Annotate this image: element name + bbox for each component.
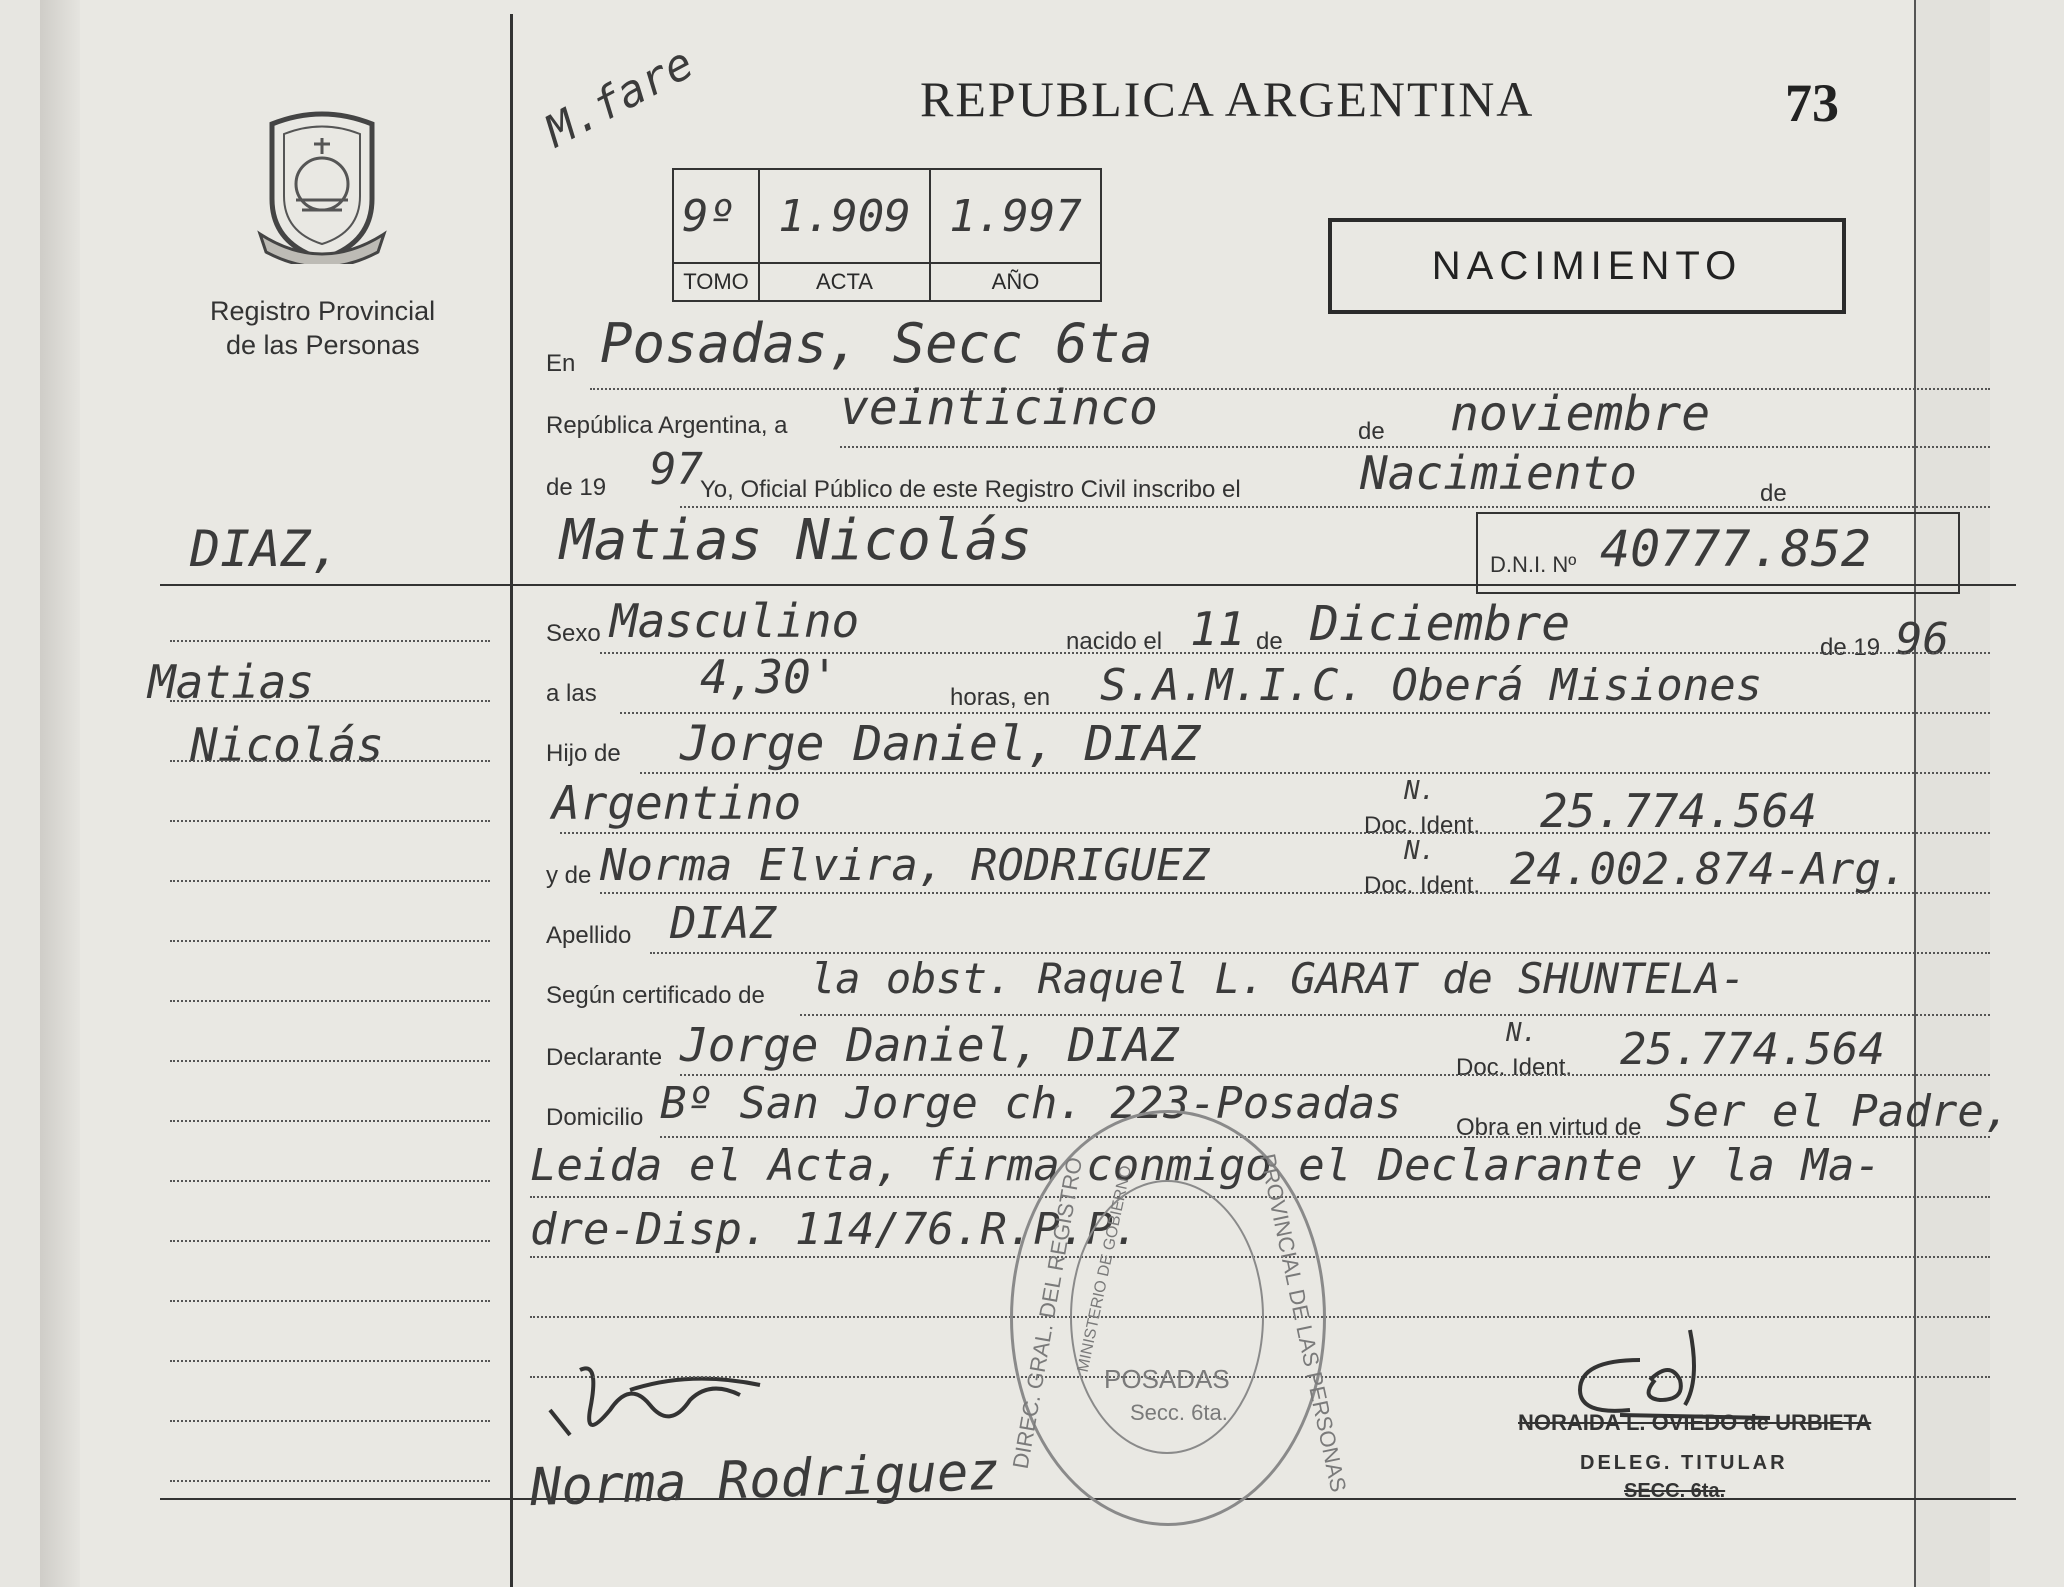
value-madre: Norma Elvira, RODRIGUEZ [600, 840, 1210, 891]
anio-label: AÑO [930, 263, 1101, 301]
label-en: En [546, 350, 576, 377]
value-hora: 4,30' [700, 650, 839, 704]
value-doc-madre-prefix: N. [1404, 836, 1436, 866]
value-dia-letras: veinticinco [840, 380, 1158, 436]
page-number: 73 [1785, 73, 1839, 133]
label-domicilio: Domicilio [546, 1104, 644, 1131]
stamp-section: Secc. 6ta. [1130, 1400, 1228, 1425]
margin-line [170, 760, 490, 762]
country-title: REPUBLICA ARGENTINA [920, 71, 1535, 127]
value-declarante: Jorge Daniel, DIAZ [680, 1018, 1179, 1072]
volume-table [672, 168, 1102, 302]
label-horas-en: horas, en [950, 684, 1051, 711]
handwritten-note: M.fare [537, 37, 702, 158]
column-divider [510, 14, 513, 1587]
label-de19: de 19 [546, 474, 607, 501]
label-doc-ident-padre: Doc. Ident. [1364, 812, 1481, 839]
tomo-label: TOMO [673, 263, 759, 301]
value-sexo: Masculino [610, 594, 860, 648]
margin-line [170, 700, 490, 702]
value-doc-madre: 24.002.874-Arg. [1510, 844, 1908, 895]
margin-line [170, 1000, 490, 1002]
value-anio-acta: 97 [650, 444, 703, 495]
official-role-2: SECC. 6ta. [1624, 1480, 1726, 1502]
label-nacido-el: nacido el [1066, 628, 1163, 655]
label-dni: D.N.I. Nº [1490, 552, 1577, 577]
margin-line [170, 1300, 490, 1302]
value-nacionalidad-padre: Argentino [552, 776, 802, 830]
value-mes: noviembre [1450, 386, 1711, 442]
margin-given-name-1: Matias [148, 655, 315, 709]
margin-line [170, 1240, 490, 1242]
margin-line [170, 640, 490, 642]
label-doc-ident-declarante: Doc. Ident. [1456, 1054, 1573, 1081]
label-doc-ident-madre: Doc. Ident. [1364, 872, 1481, 899]
official-name: NORAIDA L. OVIEDO de URBIETA [1518, 1410, 1872, 1435]
value-doc-declarante-prefix: N. [1506, 1018, 1538, 1048]
value-mes-nacimiento: Diciembre [1310, 596, 1571, 652]
stamp-inner: MINISTERIO DE GOBIERNO [1074, 1164, 1136, 1374]
label-y-de: y de [546, 862, 592, 889]
value-dia-nacimiento: 11 [1190, 602, 1246, 656]
fill-line [660, 1136, 1990, 1138]
mother-signature: Norma Rodriguez [529, 1441, 1001, 1519]
fill-line [800, 1014, 1990, 1016]
registry-name-line-2: de las Personas [226, 330, 420, 360]
book-spine-shadow [40, 0, 80, 1587]
margin-line [170, 880, 490, 882]
registry-name-line-1: Registro Provincial [210, 296, 436, 326]
value-doc-padre-prefix: N. [1404, 776, 1436, 806]
value-apellido: DIAZ [670, 898, 776, 949]
margin-line [170, 1480, 490, 1482]
label-republica: República Argentina, a [546, 412, 788, 439]
fill-line [640, 772, 1990, 774]
fill-line [590, 388, 1990, 390]
stamp-city: POSADAS [1104, 1364, 1230, 1394]
value-certificado: la obst. Raquel L. GARAT de SHUNTELA- [810, 954, 1746, 1003]
label-de-2: de [1760, 480, 1787, 507]
value-padre: Jorge Daniel, DIAZ [680, 716, 1201, 772]
label-a-las: a las [546, 680, 597, 707]
value-anio-nacimiento: 96 [1896, 614, 1949, 665]
certificate-page [40, 0, 2011, 1587]
row-divider-bottom [160, 1498, 2016, 1500]
margin-line [170, 820, 490, 822]
value-lugar-nacimiento: S.A.M.I.C. Oberá Misiones [1100, 660, 1763, 711]
label-apellido: Apellido [546, 922, 632, 949]
anio-value: 1.997 [930, 169, 1101, 263]
value-nombre: Matias Nicolás [560, 508, 1033, 573]
value-doc-declarante: 25.774.564 [1620, 1024, 1885, 1075]
margin-line [170, 1120, 490, 1122]
stamp-ring-right: PROVINCIAL DE LAS PERSONAS [1254, 1151, 1352, 1495]
label-obra-en-virtud: Obra en virtud de [1456, 1114, 1642, 1141]
label-de-3: de [1256, 628, 1283, 655]
tomo-value: 9º [673, 169, 759, 263]
value-observacion-1: Leida el Acta, firma conmigo el Declarante y la Ma- [530, 1140, 1882, 1191]
margin-line [170, 1060, 490, 1062]
record-type-box: NACIMIENTO [1328, 218, 1846, 314]
label-de: de [1358, 418, 1385, 445]
stamp-ring-left: DIREC. GRAL. DEL REGISTRO [1007, 1155, 1088, 1471]
fill-line [560, 832, 1990, 834]
value-dni: 40777.852 [1600, 520, 1871, 578]
value-inscripcion: Nacimiento [1360, 446, 1637, 500]
value-doc-padre: 25.774.564 [1540, 784, 1817, 838]
page-right-margin [1914, 0, 1990, 1587]
label-declarante: Declarante [546, 1044, 663, 1071]
declarant-signature [540, 1350, 800, 1450]
acta-value: 1.909 [759, 169, 930, 263]
value-observacion-2: dre-Disp. 114/76.R.P.P. [530, 1204, 1140, 1255]
margin-surname: DIAZ, [190, 520, 341, 578]
label-de-19-b: de 19 [1820, 634, 1881, 661]
value-lugar: Posadas, Secc 6ta [600, 312, 1153, 375]
province-logo [252, 104, 392, 264]
margin-line [170, 1360, 490, 1362]
margin-line [170, 940, 490, 942]
margin-given-name-2: Nicolás [190, 718, 384, 772]
margin-line [170, 1180, 490, 1182]
label-sexo: Sexo [546, 620, 601, 647]
fill-line [620, 712, 1990, 714]
acta-label: ACTA [759, 263, 930, 301]
label-yo-oficial: Yo, Oficial Público de este Registro Civil inscribo el [700, 476, 1241, 503]
label-hijo-de: Hijo de [546, 740, 621, 767]
label-segun-certificado: Según certificado de [546, 982, 765, 1009]
official-role-1: DELEG. TITULAR [1580, 1452, 1788, 1474]
fill-line [680, 1074, 1990, 1076]
value-domicilio: Bº San Jorge ch. 223-Posadas [660, 1078, 1402, 1129]
margin-line [170, 1420, 490, 1422]
value-obra-en-virtud: Ser el Padre, [1666, 1086, 2011, 1137]
fill-line [600, 892, 1990, 894]
